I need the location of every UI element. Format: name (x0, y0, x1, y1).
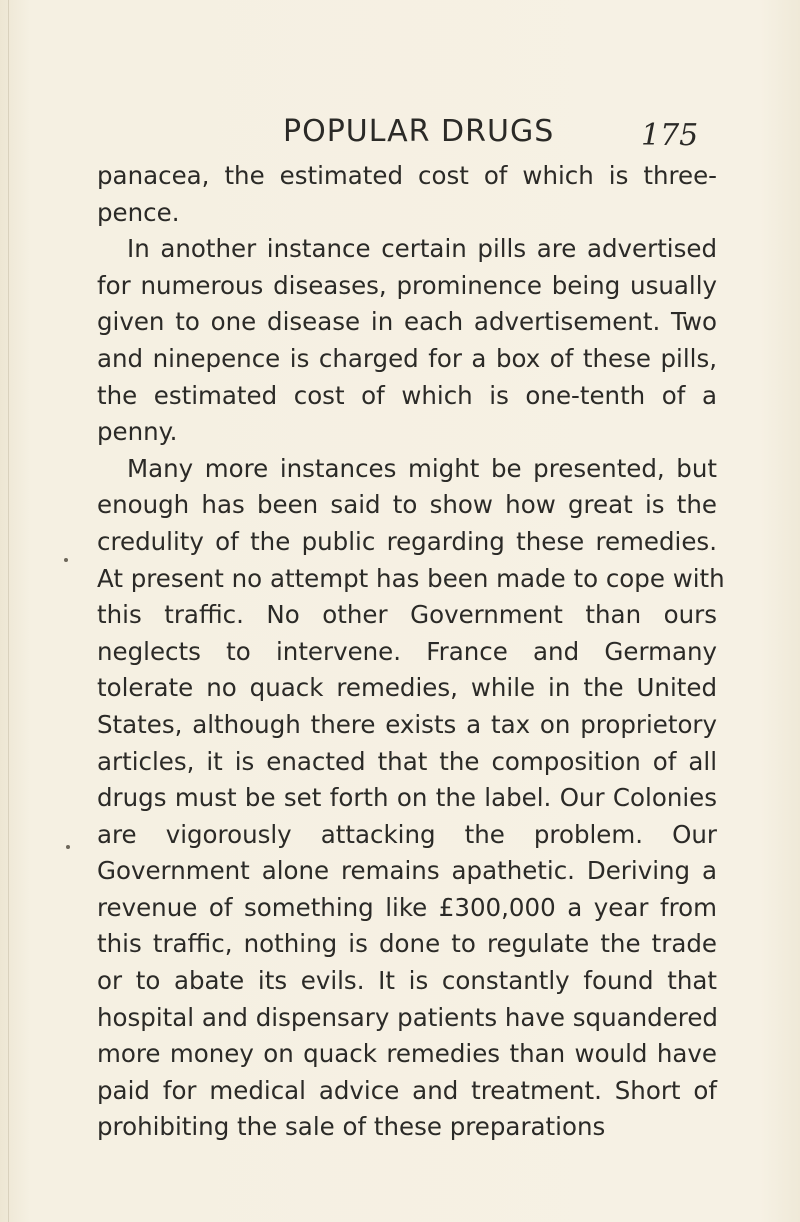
text-line: paid for medical advice and treatment. Short of (97, 1075, 717, 1105)
text-line: this traffic, nothing is done to regulate the trade (97, 929, 717, 959)
page-header (0, 110, 800, 154)
text-line: or to abate its evils. It is constantly found that (97, 966, 717, 996)
text-line: are vigorously attacking the problem. Our (97, 819, 717, 849)
text-line: Government alone remains apathetic. Deriving a (97, 856, 717, 886)
text-line: more money on quack remedies than would have (97, 1039, 717, 1069)
text-line: panacea, the estimated cost of which is three- (97, 161, 717, 190)
text-line: and ninepence is charged for a box of these pills, (97, 343, 717, 373)
text-line: pence. (97, 197, 180, 227)
page-number: 175 (641, 118, 699, 153)
text-line: given to one disease in each advertisement. Two (97, 307, 717, 337)
text-line: for numerous diseases, prominence being usually (97, 270, 717, 300)
page-gutter (8, 0, 9, 1222)
text-line: States, although there exists a tax on proprietory (97, 709, 717, 739)
text-line: penny. (97, 417, 178, 447)
text-line: credulity of the public regarding these remedies. (97, 526, 717, 556)
text-line: prohibiting the sale of these preparations (97, 1112, 606, 1142)
paragraph-start-line: In another instance certain pills are advertised (127, 234, 717, 264)
text-line: tolerate no quack remedies, while in the United (97, 673, 717, 703)
text-line: articles, it is enacted that the composition of all (97, 746, 717, 776)
text-line: enough has been said to show how great is the (97, 490, 717, 520)
text-line: hospital and dispensary patients have squandered (97, 1002, 718, 1032)
running-head: POPULAR DRUGS (283, 114, 555, 149)
paper-speck (66, 845, 70, 849)
text-line: neglects to intervene. France and Germany (97, 636, 717, 666)
text-line: the estimated cost of which is one-tenth of a (97, 380, 717, 410)
text-line: this traffic. No other Government than ours (97, 600, 717, 630)
body-text (97, 158, 725, 1146)
text-line: revenue of something like £300,000 a year from (97, 892, 717, 922)
text-line: drugs must be set forth on the label. Our Colonies (97, 783, 717, 813)
text-line: At present no attempt has been made to cope with (97, 563, 725, 593)
paragraph-start-line: Many more instances might be presented, but (127, 453, 717, 483)
paper-speck (64, 558, 68, 562)
